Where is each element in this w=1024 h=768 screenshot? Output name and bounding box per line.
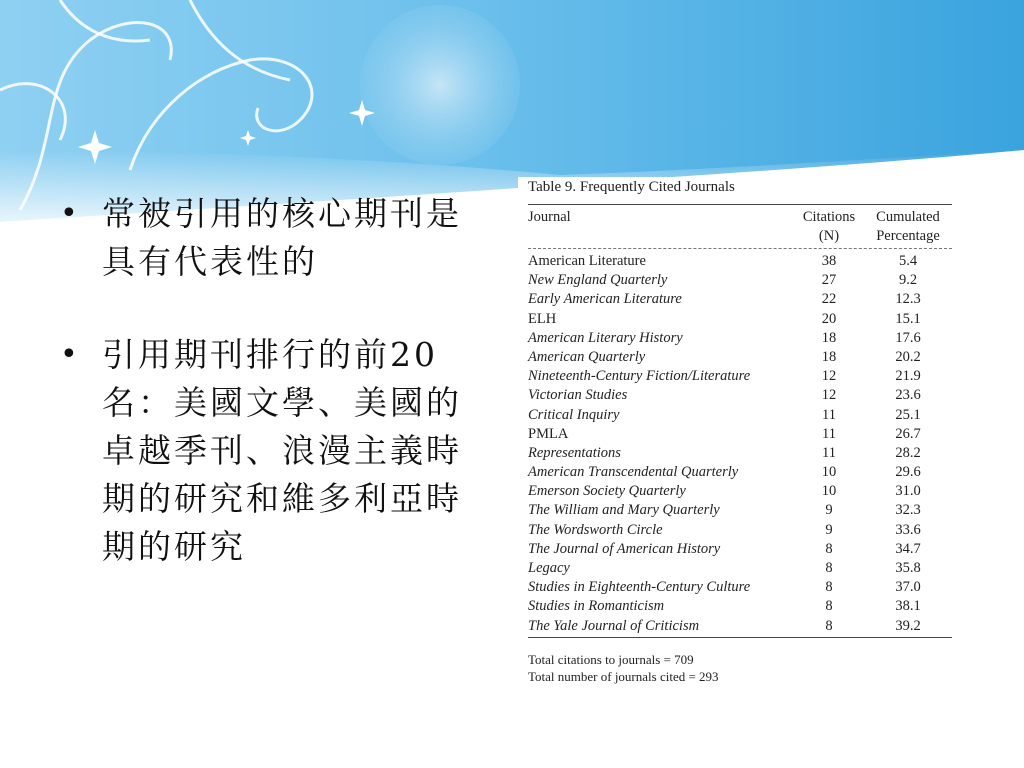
cumulated-percentage-cell: 32.3 xyxy=(895,502,921,519)
table-row xyxy=(528,386,952,405)
journal-name-cell: American Quarterly xyxy=(528,348,646,365)
journal-name-cell: Critical Inquiry xyxy=(528,406,620,423)
table-row xyxy=(528,559,952,578)
table-row xyxy=(528,252,952,271)
table-bottom-rule xyxy=(528,637,952,638)
table-row xyxy=(528,501,952,520)
table-note-total-journals: Total number of journals cited = 293 xyxy=(528,669,719,684)
moon-ornament xyxy=(360,5,520,165)
journal-name-cell: Emerson Society Quarterly xyxy=(528,483,686,500)
table-row xyxy=(528,406,952,425)
citations-cell: 22 xyxy=(821,291,837,308)
citations-cell: 11 xyxy=(822,406,836,423)
bullet-item xyxy=(60,190,470,286)
cumulated-percentage-cell: 33.6 xyxy=(895,521,921,538)
citations-cell: 18 xyxy=(821,348,837,365)
journal-name-cell: The Wordsworth Circle xyxy=(528,521,663,538)
table-row xyxy=(528,348,952,367)
table-top-rule xyxy=(528,204,952,205)
table-row xyxy=(528,310,952,329)
cumulated-percentage-cell: 34.7 xyxy=(895,540,921,557)
journal-name-cell: American Transcendental Quarterly xyxy=(528,464,739,481)
citations-cell: 11 xyxy=(822,444,836,461)
cumulated-percentage-cell: 28.2 xyxy=(895,444,921,461)
table-row xyxy=(528,578,952,597)
table-row xyxy=(528,367,952,386)
cumulated-percentage-cell: 20.2 xyxy=(895,348,921,365)
citations-cell: 20 xyxy=(821,310,837,327)
cumulated-percentage-cell: 31.0 xyxy=(895,483,921,500)
table-row xyxy=(528,521,952,540)
cumulated-percentage-cell: 5.4 xyxy=(898,253,918,269)
journal-name-cell: Victorian Studies xyxy=(528,387,628,404)
citations-cell: 27 xyxy=(821,272,837,289)
citations-cell: 12 xyxy=(821,368,837,385)
table-row xyxy=(528,444,952,463)
journal-name-cell: Legacy xyxy=(528,560,570,576)
journal-name-cell: Early American Literature xyxy=(528,291,682,308)
bullet-text: 常被引用的核心期刊是具有代表性的 xyxy=(102,194,462,281)
journal-name-cell: Nineteenth-Century Fiction/Literature xyxy=(528,368,751,385)
bullet-item xyxy=(60,331,470,571)
citations-cell: 18 xyxy=(821,329,837,346)
table-row xyxy=(528,482,952,501)
bullet-marker: • xyxy=(60,196,81,231)
citations-cell: 12 xyxy=(821,387,837,404)
cumulated-percentage-cell: 39.2 xyxy=(895,617,921,634)
header-citations: Citations (N) xyxy=(802,209,856,244)
cumulated-percentage-cell: 25.1 xyxy=(895,406,921,423)
bullet-marker: • xyxy=(60,337,81,372)
citations-cell: 8 xyxy=(825,617,833,634)
citations-cell: 10 xyxy=(821,464,837,481)
journal-name-cell: Studies in Romanticism xyxy=(528,598,665,615)
citations-cell: 8 xyxy=(825,579,833,596)
table-body xyxy=(528,252,952,636)
citations-cell: 8 xyxy=(825,598,833,615)
table-row xyxy=(528,617,952,636)
bullet-text: 引用期刊排行的前20名：美國文學、美國的卓越季刊、浪漫主義時期的研究和維多利亞時期的研究 xyxy=(102,335,462,566)
table-row xyxy=(528,290,952,309)
citations-cell: 8 xyxy=(825,560,833,576)
table-caption: Table 9. Frequently Cited Journals xyxy=(528,179,735,195)
table-note-total-citations: Total citations to journals = 709 xyxy=(528,652,694,667)
cumulated-percentage-cell: 17.6 xyxy=(895,329,921,346)
table-header-rule xyxy=(528,248,952,249)
citations-cell: 11 xyxy=(822,425,836,442)
journal-name-cell: PMLA xyxy=(528,425,569,442)
cumulated-percentage-cell: 38.1 xyxy=(895,598,921,615)
journal-name-cell: The Journal of American History xyxy=(528,540,721,557)
bullet-list xyxy=(60,190,470,571)
journal-name-cell: American Literature xyxy=(528,253,646,269)
cumulated-percentage-cell: 15.1 xyxy=(895,310,921,327)
table-row xyxy=(528,271,952,290)
citations-cell: 10 xyxy=(821,483,837,500)
journal-name-cell: ELH xyxy=(528,310,557,327)
journal-name-cell: The Yale Journal of Criticism xyxy=(528,617,700,634)
journal-name-cell: American Literary History xyxy=(528,329,683,346)
journal-name-cell: New England Quarterly xyxy=(528,272,668,289)
journal-table-image xyxy=(518,177,968,697)
cumulated-percentage-cell: 29.6 xyxy=(895,464,921,481)
citations-cell: 8 xyxy=(825,540,833,557)
table-row xyxy=(528,597,952,616)
table-row xyxy=(528,463,952,482)
cumulated-percentage-cell: 23.6 xyxy=(895,387,921,404)
table-row xyxy=(528,540,952,559)
cumulated-percentage-cell: 21.9 xyxy=(895,368,921,385)
citations-cell: 9 xyxy=(825,502,833,519)
header-journal: Journal xyxy=(528,209,571,225)
cumulated-percentage-cell: 9.2 xyxy=(898,272,918,289)
journal-name-cell: Representations xyxy=(528,444,621,461)
cumulated-percentage-cell: 26.7 xyxy=(895,425,921,442)
cumulated-percentage-cell: 35.8 xyxy=(895,560,921,576)
table-row xyxy=(528,425,952,444)
header-cumulated-percentage: Cumulated Percentage xyxy=(876,209,940,244)
table-row xyxy=(528,329,952,348)
citations-cell: 38 xyxy=(821,253,837,269)
journal-name-cell: Studies in Eighteenth-Century Culture xyxy=(528,579,751,596)
citations-cell: 9 xyxy=(825,521,833,538)
cumulated-percentage-cell: 12.3 xyxy=(895,291,921,308)
journal-name-cell: The William and Mary Quarterly xyxy=(528,502,720,519)
cumulated-percentage-cell: 37.0 xyxy=(895,579,921,596)
